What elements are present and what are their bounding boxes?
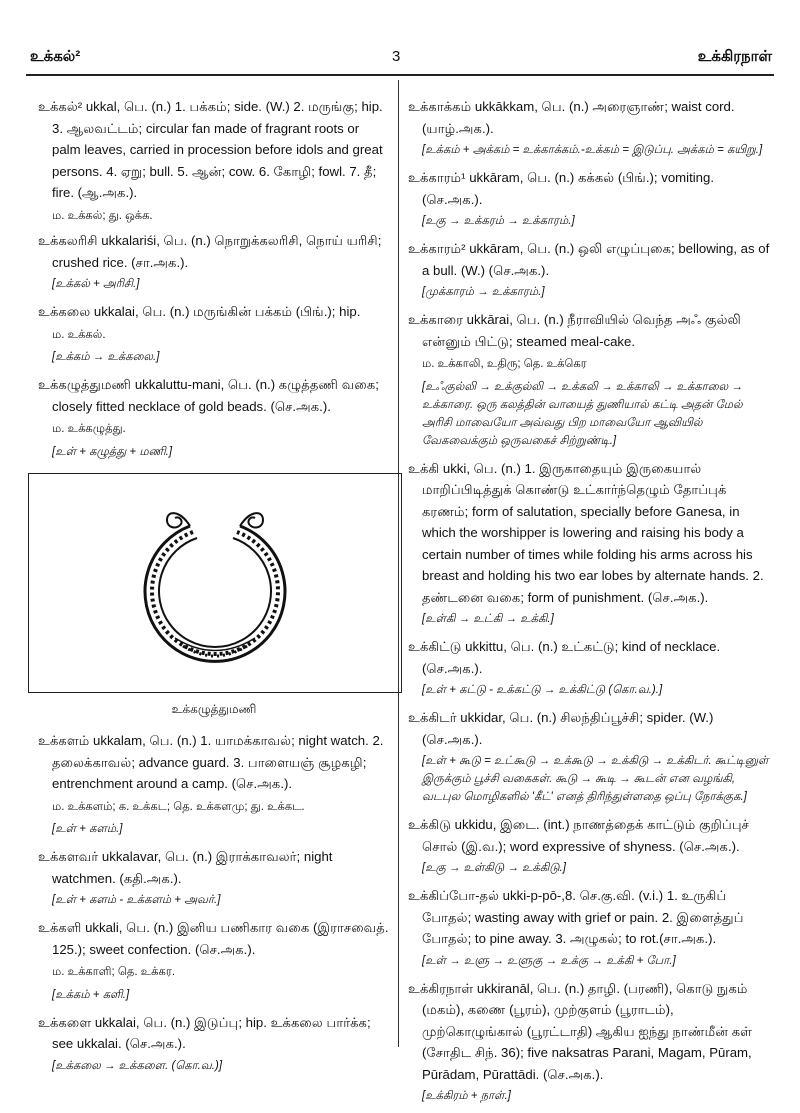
dictionary-entry xyxy=(408,458,770,629)
necklace-illustration xyxy=(115,488,315,678)
entry-definition: உக்களி ukkali, பெ. (n.) இனிய பணிகார வகை (இராசவைத். 125.); sweet confection. (செ.அக.). xyxy=(38,920,389,957)
dictionary-entry xyxy=(38,374,390,461)
dictionary-entry xyxy=(408,814,770,877)
entry-etymology: [உக்கிரம் + நாள்.] xyxy=(422,1090,511,1102)
dictionary-entry xyxy=(408,707,770,806)
dictionary-entry xyxy=(38,301,390,366)
dictionary-entry xyxy=(38,230,390,293)
dictionary-entry xyxy=(408,238,770,301)
entry-definition: உக்களவர் ukkalavar, பெ. (n.) இராக்காவலர்; night watchmen. (கதி.அக.). xyxy=(38,849,333,886)
entry-etymology: [உள் + கூடு = உட்கூடு → உக்கூடு → உக்கிடு → உக்கிடர். கூட்டினுள் இருக்கும் பூச்சி வகைகள். கூடு → கூடி → கூடன் என வழங்கி, வடபுல மொழிகளில் 'கீட்' எனத் திரிந்துள்ளதை ஒப்பு நோக்குக.] xyxy=(422,755,769,803)
entry-definition: உக்களை ukkalai, பெ. (n.) இடுப்பு; hip. உக்கலை பார்க்க; see ukkalai. (செ.அக.). xyxy=(38,1014,371,1051)
entry-etymology: [உக்கம் + களி.] xyxy=(52,988,130,1001)
dictionary-entry xyxy=(38,730,390,838)
entry-definition: உக்களம் ukkalam, பெ. (n.) 1. யாமக்காவல்; night watch. 2. தலைக்காவல்; advance guard. 3. பாளையஞ் சூழகழி; entrenchment around a camp. (செ.அக.). xyxy=(38,733,384,791)
dictionary-entry xyxy=(38,96,390,227)
entry-definition: உக்காக்கம் ukkākkam, பெ. (n.) அரைஞாண்; waist cord. (யாழ்.அக.). xyxy=(408,99,735,136)
entry-definition: உக்கிரநாள் ukkiranāl, பெ. (n.) தாழி. (பரணி), கொடு நுகம் (மகம்), கணை (பூரம்), முற்குளம் (பூராடம்), முற்கொழுங்கால் (பூரட்டாதி) ஆகிய ஐந்து நாண்மீன் கள் (சோதிட சிந். 36); five naksatras Parani, Magam, Pūram, Pūrādam, Pūrattādi. (செ.அக.). xyxy=(408,980,753,1082)
left-column xyxy=(38,96,390,1083)
entry-definition: உக்கலரிசி ukkalariśi, பெ. (n.) நொறுக்கலரிசி, நொய் யரிசி; crushed rice. (சா.அக.). xyxy=(38,233,382,270)
entry-cognates: ம. உக்காலி, உதிரு; தெ. உக்கெர xyxy=(422,358,587,370)
entry-definition: உக்காரம்¹ ukkāram, பெ. (n.) கக்கல் (பிங்.); vomiting. (செ.அக.). xyxy=(408,170,714,207)
entry-definition: உக்கிடர் ukkidar, பெ. (n.) சிலந்திப்பூச்சி; spider. (W.) (செ.அக.). xyxy=(408,710,714,747)
entry-definition: உக்கிடு ukkidu, இடை. (int.) நாணத்தைக் காட்டும் குறிப்புச் சொல் (இ.வ.); word expressive of shyness. (செ.அக.). xyxy=(408,817,749,854)
entry-definition: உக்கிட்டு ukkittu, பெ. (n.) உட்கட்டு; kind of necklace. (செ.அக.). xyxy=(408,639,721,676)
entry-etymology: [உள் + கட்டு - உக்கட்டு → உக்கிட்டு (கொ.வ.).] xyxy=(422,684,663,696)
entry-etymology: [உக்கல் + அரிசி.] xyxy=(52,278,140,290)
entry-etymology: [முக்காரம் → உக்காரம்.] xyxy=(422,286,545,298)
entry-etymology: [உக்கலை → உக்களை. (கொ.வ.)] xyxy=(52,1059,223,1072)
figure-caption: உக்கழுத்துமணி xyxy=(171,701,257,716)
necklace-figure xyxy=(28,473,402,693)
entry-etymology: [உகு → உக்கரம் → உக்காரம்.] xyxy=(422,215,575,227)
dictionary-entry xyxy=(408,167,770,230)
dictionary-entry xyxy=(38,1012,390,1075)
entry-etymology: [உள்கி → உட்கி → உக்கி.] xyxy=(422,613,554,625)
entry-definition: உக்காரை ukkārai, பெ. (n.) நீராவியில் வெந்த அஃ குல்லி என்னும் பிட்டு; steamed meal-cake. xyxy=(408,312,741,349)
header-right-guideword: உக்கிரநாள் xyxy=(697,48,772,65)
entry-cognates: ம. உக்கல். xyxy=(52,328,106,341)
entry-etymology: [உக்கம் → உக்கலை.] xyxy=(52,351,160,363)
entry-etymology: [உள் + களம்.] xyxy=(52,823,123,835)
entry-definition: உக்காரம்² ukkāram, பெ. (n.) ஒலி எழுப்புகை; bellowing, as of a bull. (W.) (செ.அக.). xyxy=(408,241,770,278)
entry-definition: உக்கல்² ukkal, பெ. (n.) 1. பக்கம்; side. (W.) 2. மருங்கு; hip. 3. ஆலவட்டம்; circular fan made of fragrant roots or palm leaves, carried in procession before idols and great persons. 4. ஏறு; bull. 5. ஆன்; cow. 6. கோழி; fowl. 7. தீ; fire. (ஆ.அக.). xyxy=(38,99,383,200)
entry-cognates: ம. உக்கல்; து. ஒக்க. xyxy=(52,209,153,222)
entry-definition: உக்கிப்போ-தல் ukki-p-pō-,8. செ.கு.வி. (v.i.) 1. உருகிப் போதல்; wasting away with grief or pain. 2. இளைத்துப் போதல்; to pine away. 3. அழுகல்; to rot.(சா.அக.). xyxy=(408,888,744,946)
header-rule xyxy=(26,74,774,76)
entry-etymology: [உகு → உள்கிடு → உக்கிடு.] xyxy=(422,862,566,874)
entry-etymology: [உள் + கழுத்து + மணி.] xyxy=(52,445,173,458)
entry-definition: உக்கழுத்துமணி ukkaluttu-mani, பெ. (n.) கழுத்தணி வகை; closely fitted necklace of gold beads. (செ.அக.). xyxy=(38,377,379,414)
entry-cognates: ம. உக்களம்; க. உக்கட; தெ. உக்களமு; து. உக்கட. xyxy=(52,800,305,813)
entry-etymology: [உள் → உளு → உளுகு → உக்கு → உக்கி + போ.] xyxy=(422,954,676,967)
dictionary-entry xyxy=(38,917,390,1004)
dictionary-entry xyxy=(408,96,770,159)
entry-cognates: ம. உக்கழுத்து. xyxy=(52,423,126,435)
dictionary-entry xyxy=(38,846,390,909)
right-column xyxy=(408,96,770,1113)
entry-definition: உக்கி ukki, பெ. (n.) 1. இருகாதையும் இருகையால் மாறிப்பிடித்துக் கொண்டு உட்கார்ந்தெழும் தோப்புக் கரணம்; form of salutation, specially before Ganesa, in which the worshipper is lowering and raising his body a certain number of times while folding his arms across his breast and holding his two ear lobes by alternate hands. 2. தண்டனை வகை; form of punishment. (செ.அக.). xyxy=(408,460,764,605)
entry-cognates: ம. உக்காளி; தெ. உக்கர. xyxy=(52,966,176,978)
header-left-guideword: உக்கல்² xyxy=(30,48,81,65)
page-number: 3 xyxy=(392,48,401,65)
dictionary-entry xyxy=(408,885,770,970)
dictionary-entry xyxy=(408,978,770,1106)
dictionary-entry xyxy=(408,309,770,450)
entry-etymology: [உஃகுல்லி → உக்குல்லி → உக்கலி → உக்காலி → உக்காலை → உக்காரை. ஒரு கலத்தின் வாயைத் துணியால் கட்டி அதன் மேல் அரிசி மாவையோ அவ்வது பிற மாவையோ ஆவியில் வேகவைக்கும் ஒருவகைச் சிற்றுண்டி.] xyxy=(422,380,743,447)
entry-etymology: [உள் + களம் - உக்களம் + அவர்.] xyxy=(52,894,221,906)
dictionary-entry xyxy=(408,636,770,699)
entry-etymology: [உக்கம் + அக்கம் = உக்காக்கம்.-உக்கம் = இடுப்பு. அக்கம் = கயிறு.] xyxy=(422,144,763,156)
entry-definition: உக்கலை ukkalai, பெ. (n.) மருங்கின் பக்கம் (பிங்.); hip. xyxy=(38,304,361,319)
